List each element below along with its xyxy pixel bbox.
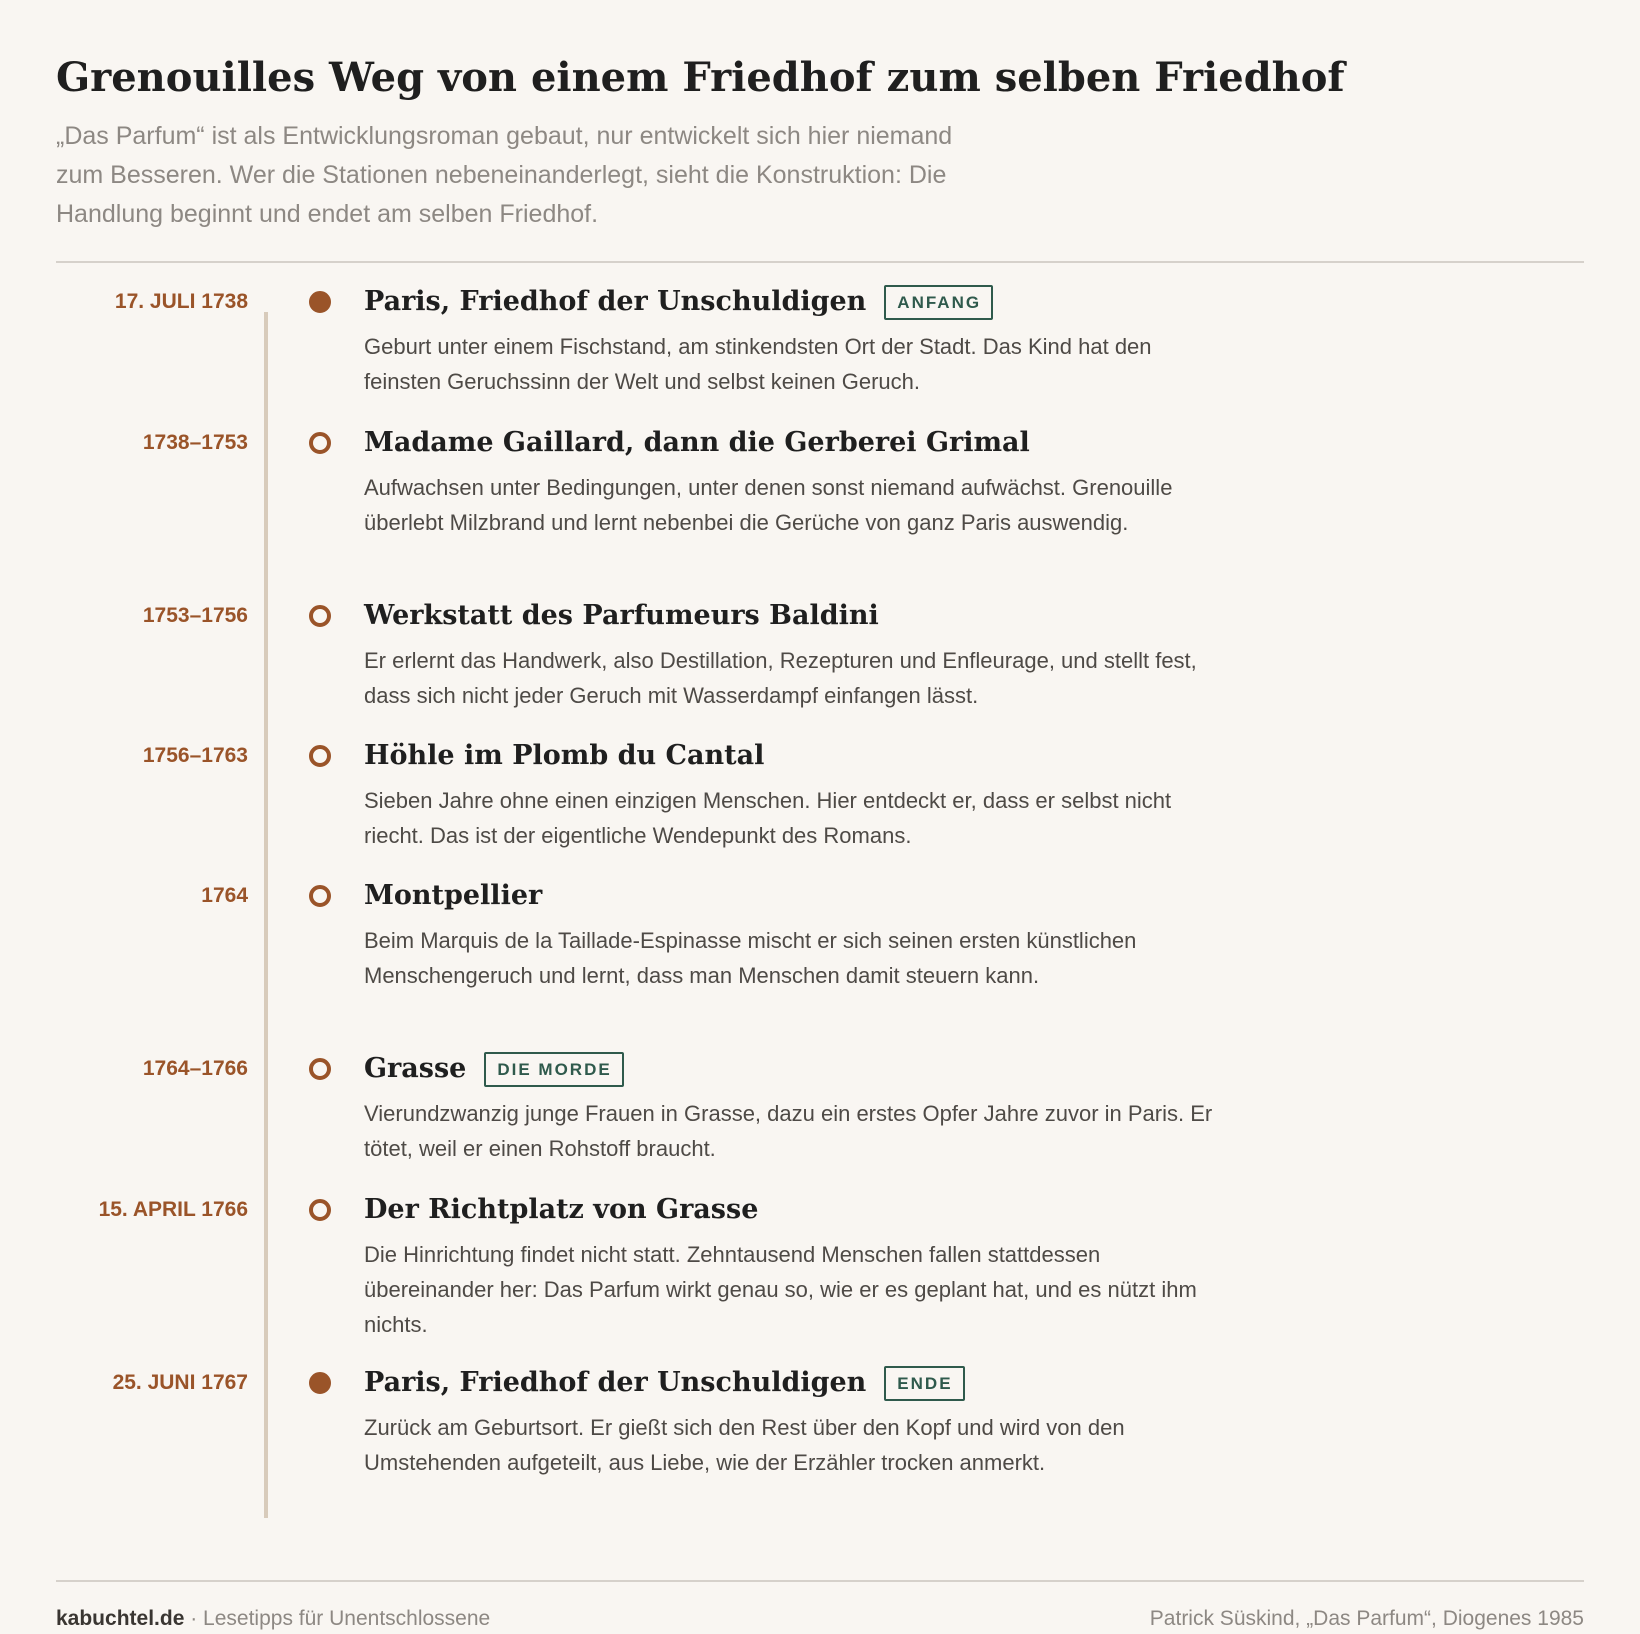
event-date: 1753–1756 [142, 604, 248, 627]
timeline-marker-filled [309, 291, 331, 313]
event-date: 17. JULI 1738 [114, 290, 248, 313]
event-heading [364, 421, 1030, 465]
footer-divider [56, 1580, 1584, 1582]
event-title: Montpellier [364, 880, 543, 911]
event-tag: ANFANG [884, 285, 993, 320]
site-name[interactable]: kabuchtel.de [56, 1607, 185, 1630]
event-title: Werkstatt des Parfumeurs Baldini [364, 600, 879, 631]
event-title: Höhle im Plomb du Cantal [364, 740, 765, 771]
header-divider [56, 261, 1584, 263]
event-date: 25. JUNI 1767 [112, 1371, 248, 1394]
timeline-marker-hollow [309, 885, 331, 907]
event-heading [364, 594, 879, 638]
timeline-marker-filled [309, 1372, 331, 1394]
footer-left [56, 1604, 490, 1634]
event-date: 1764–1766 [142, 1057, 248, 1080]
source-citation: Patrick Süskind, „Das Parfum“, Diogenes 1985 [1149, 1607, 1584, 1630]
site-tagline: Lesetipps für Unentschlossene [203, 1607, 491, 1630]
event-description: Aufwachsen unter Bedingungen, unter denen sonst niemand aufwächst. Grenouille überlebt Milzbrand und lernt nebenbei die Gerüche von ganz Paris auswendig. [364, 475, 1173, 535]
footer-separator: · [184, 1607, 204, 1630]
event-title: Paris, Friedhof der Unschuldigen [364, 286, 867, 317]
event-description: Sieben Jahre ohne einen einzigen Menschen. Hier entdeckt er, dass er selbst nicht riecht. Das ist der eigentliche Wendepunkt des Romans. [364, 788, 1172, 848]
event-title: Der Richtplatz von Grasse [364, 1194, 759, 1225]
page-subtitle: „Das Parfum“ ist als Entwicklungsroman gebaut, nur entwickelt sich hier niemand zum Besseren. Wer die Stationen nebeneinanderlegt, sieht die Konstruktion: Die Handlung beginnt und endet am selben Friedhof. [56, 122, 953, 228]
event-heading [364, 1047, 624, 1091]
timeline-marker-hollow [309, 1058, 331, 1080]
event-heading [364, 1361, 965, 1405]
event-tag: ENDE [884, 1366, 964, 1401]
event-description: Zurück am Geburtsort. Er gießt sich den Rest über den Kopf und wird von den Umstehenden aufgeteilt, aus Liebe, wie der Erzähler trocken anmerkt. [364, 1415, 1125, 1475]
timeline-marker-hollow [309, 1199, 331, 1221]
event-description: Die Hinrichtung findet nicht statt. Zehntausend Menschen fallen stattdessen übereinander her: Das Parfum wirkt genau so, wie er es geplant hat, und es nützt ihm nichts. [364, 1242, 1197, 1337]
timeline-marker-hollow [309, 605, 331, 627]
event-title: Grasse [364, 1053, 467, 1084]
event-description: Vierundzwanzig junge Frauen in Grasse, dazu ein erstes Opfer Jahre zuvor in Paris. Er tötet, weil er einen Rohstoff braucht. [364, 1101, 1213, 1161]
event-description: Er erlernt das Handwerk, also Destillation, Rezepturen und Enfleurage, und stellt fest, dass sich nicht jeder Geruch mit Wasserdampf einfangen lässt. [364, 648, 1197, 708]
event-heading [364, 280, 993, 324]
event-tag: DIE MORDE [484, 1052, 623, 1087]
timeline-line [264, 312, 268, 1518]
event-heading [364, 734, 764, 778]
event-description: Geburt unter einem Fischstand, am stinkendsten Ort der Stadt. Das Kind hat den feinsten Geruchssinn der Welt und selbst keinen Geruch. [364, 334, 1152, 394]
event-date: 1756–1763 [142, 744, 248, 767]
timeline-marker-hollow [309, 432, 331, 454]
event-heading [364, 874, 542, 918]
event-description: Beim Marquis de la Taillade-Espinasse mischt er sich seinen ersten künstlichen Menschengeruch und lernt, dass man Menschen damit steuern kann. [364, 928, 1137, 988]
event-title: Madame Gaillard, dann die Gerberei Grimal [364, 427, 1030, 458]
event-title: Paris, Friedhof der Unschuldigen [364, 1367, 867, 1398]
event-heading [364, 1188, 758, 1232]
event-date: 15. APRIL 1766 [98, 1198, 248, 1221]
event-date: 1764 [201, 884, 248, 907]
event-date: 1738–1753 [142, 431, 248, 454]
timeline-marker-hollow [309, 745, 331, 767]
page-title: Grenouilles Weg von einem Friedhof zum selben Friedhof [56, 54, 1345, 101]
